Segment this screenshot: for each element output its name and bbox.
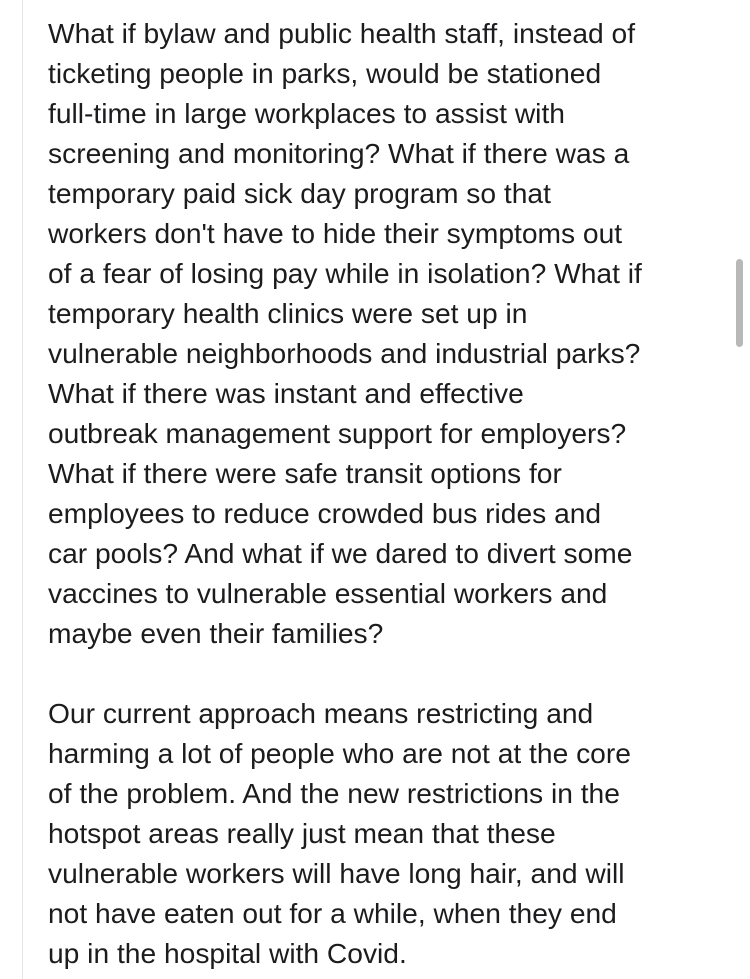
- text-line: full-time in large workplaces to assist with: [48, 97, 565, 129]
- text-line: vaccines to vulnerable essential workers and: [48, 577, 608, 609]
- text-line: temporary health clinics were set up in: [48, 297, 528, 329]
- text-line: harming a lot of people who are not at the core: [48, 737, 631, 769]
- text-line: ticketing people in parks, would be stationed: [48, 57, 602, 89]
- paragraph-spacer: [48, 653, 738, 693]
- text-line: not have eaten out for a while, when they end: [48, 897, 617, 929]
- paragraph-1: [48, 13, 738, 653]
- text-line: What if there was instant and effective: [48, 377, 524, 409]
- text-line: vulnerable workers will have long hair, and will: [48, 857, 625, 889]
- text-line: of a fear of losing pay while in isolation? What if: [48, 257, 642, 289]
- text-line: screening and monitoring? What if there was a: [48, 137, 630, 169]
- text-line: outbreak management support for employers?: [48, 417, 627, 449]
- text-line: maybe even their families?: [48, 617, 384, 649]
- text-line: of the problem. And the new restrictions in the: [48, 777, 620, 809]
- vertical-scrollbar-thumb[interactable]: [736, 259, 743, 347]
- text-line: What if there were safe transit options for: [48, 457, 562, 489]
- text-line: up in the hospital with Covid.: [48, 937, 407, 969]
- text-line: vulnerable neighborhoods and industrial parks?: [48, 337, 641, 369]
- text-line: temporary paid sick day program so that: [48, 177, 551, 209]
- text-line: workers don't have to hide their symptoms out: [48, 217, 623, 249]
- left-divider: [22, 0, 23, 979]
- paragraph-2: [48, 693, 738, 973]
- text-line: hotspot areas really just mean that these: [48, 817, 556, 849]
- text-line: What if bylaw and public health staff, instead of: [48, 17, 636, 49]
- post-body-text: [48, 13, 738, 973]
- text-line: employees to reduce crowded bus rides and: [48, 497, 602, 529]
- text-line: car pools? And what if we dared to divert some: [48, 537, 633, 569]
- text-line: Our current approach means restricting and: [48, 697, 594, 729]
